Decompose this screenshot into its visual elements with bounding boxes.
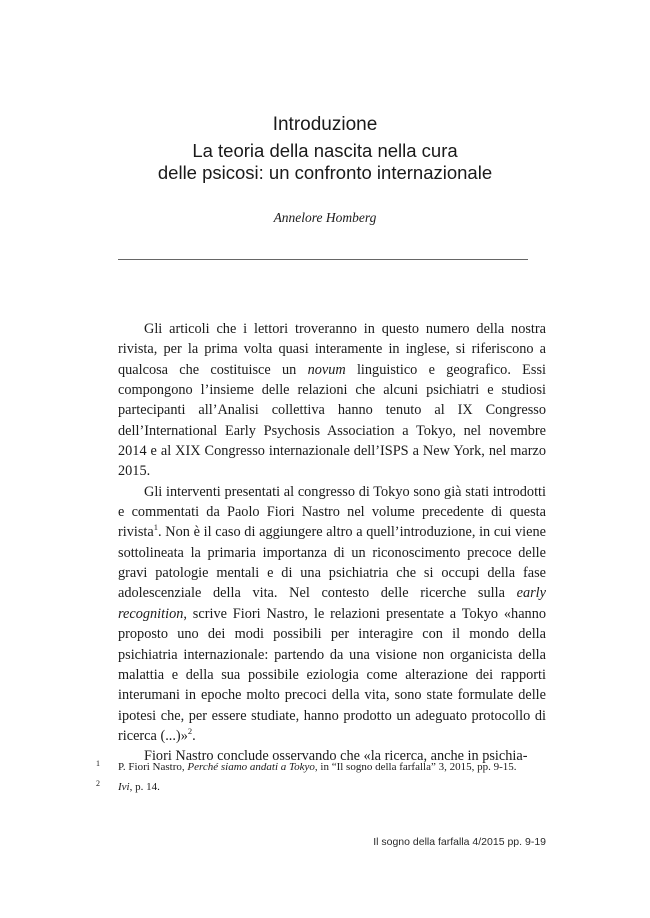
footnote-number: 1: [96, 759, 100, 768]
section-kicker: Introduzione: [272, 114, 378, 135]
footnote-1: [96, 757, 556, 777]
article-title-line-2: delle psicosi: un confronto internazionale: [157, 162, 493, 183]
text: Gli interventi presentati al congresso di Tokyo sono già stati introdotti e commentati da Paolo Fiori Nastro nel volume precedente di questa rivista: [118, 483, 546, 541]
footnote-2: [96, 777, 556, 797]
italic-term: novum: [307, 361, 346, 378]
article-body: [118, 319, 546, 767]
paragraph-1: [118, 319, 546, 482]
footnote-text: , in “Il sogno della farfalla” 3, 2015, pp. 9-15.: [314, 761, 517, 773]
footnote-ref-1[interactable]: 1: [153, 522, 158, 533]
footnotes: [96, 757, 556, 797]
footnote-number: 2: [96, 779, 100, 788]
footnote-italic: Perché siamo andati a Tokyo: [187, 761, 315, 773]
text: Fiori Nastro conclude osservando che «la ricerca, anche in psichia-: [144, 748, 528, 765]
paragraph-2: [118, 482, 546, 746]
text: .: [192, 727, 196, 744]
author-name: Annelore Homberg: [273, 210, 377, 225]
italic-term: early recognition: [118, 585, 546, 622]
text: , scrive Fiori Nastro, le relazioni presentate a Tokyo «hanno proposto uno dei modi possibili per interagire con il mondo della psichiatria internazionale: partendo da una visione non organicista della malattia e della sua possibile eziologia come alterazione dei rapporti interumani in epoche molto precoci della vita, sono state formulate delle ipotesi che, per essere studiate, hanno prodotto un adeguato protocollo di ricerca (...)»: [118, 605, 546, 744]
footnote-italic: Ivi: [118, 781, 130, 793]
article-title-line-1: La teoria della nascita nella cura: [192, 140, 458, 161]
footnote-text: P. Fiori Nastro,: [118, 761, 188, 773]
title-divider: [118, 259, 528, 260]
text: Gli articoli che i lettori troveranno in questo numero della nostra rivista, per la prima volta quasi interamente in inglese, si riferiscono a qualcosa che costituisce un: [118, 321, 546, 378]
text: . Non è il caso di aggiungere altro a quell’introduzione, in cui viene sottolineata la primaria importanza di un riconoscimento precoce delle gravi patologie mentali e di una psichiatria che si occupi della fase adolescenziale della vita. Nel contesto delle ricerche sulla: [118, 524, 546, 602]
footnote-ref-2[interactable]: 2: [187, 726, 193, 737]
footnote-text: , p. 14.: [129, 781, 160, 793]
running-footer: Il sogno della farfalla 4/2015 pp. 9-19: [373, 836, 546, 848]
text: linguistico e geografico. Essi compongono l’insieme delle relazioni che alcuni psichiatri e studiosi partecipanti all’Analisi collettiva hanno tenuto al IX Congresso dell’International Early Psychosis Association a Tokyo, nel novembre 2014 e al XIX Congresso internazionale dell’ISPS a New York, nel marzo 2015.: [118, 361, 546, 480]
